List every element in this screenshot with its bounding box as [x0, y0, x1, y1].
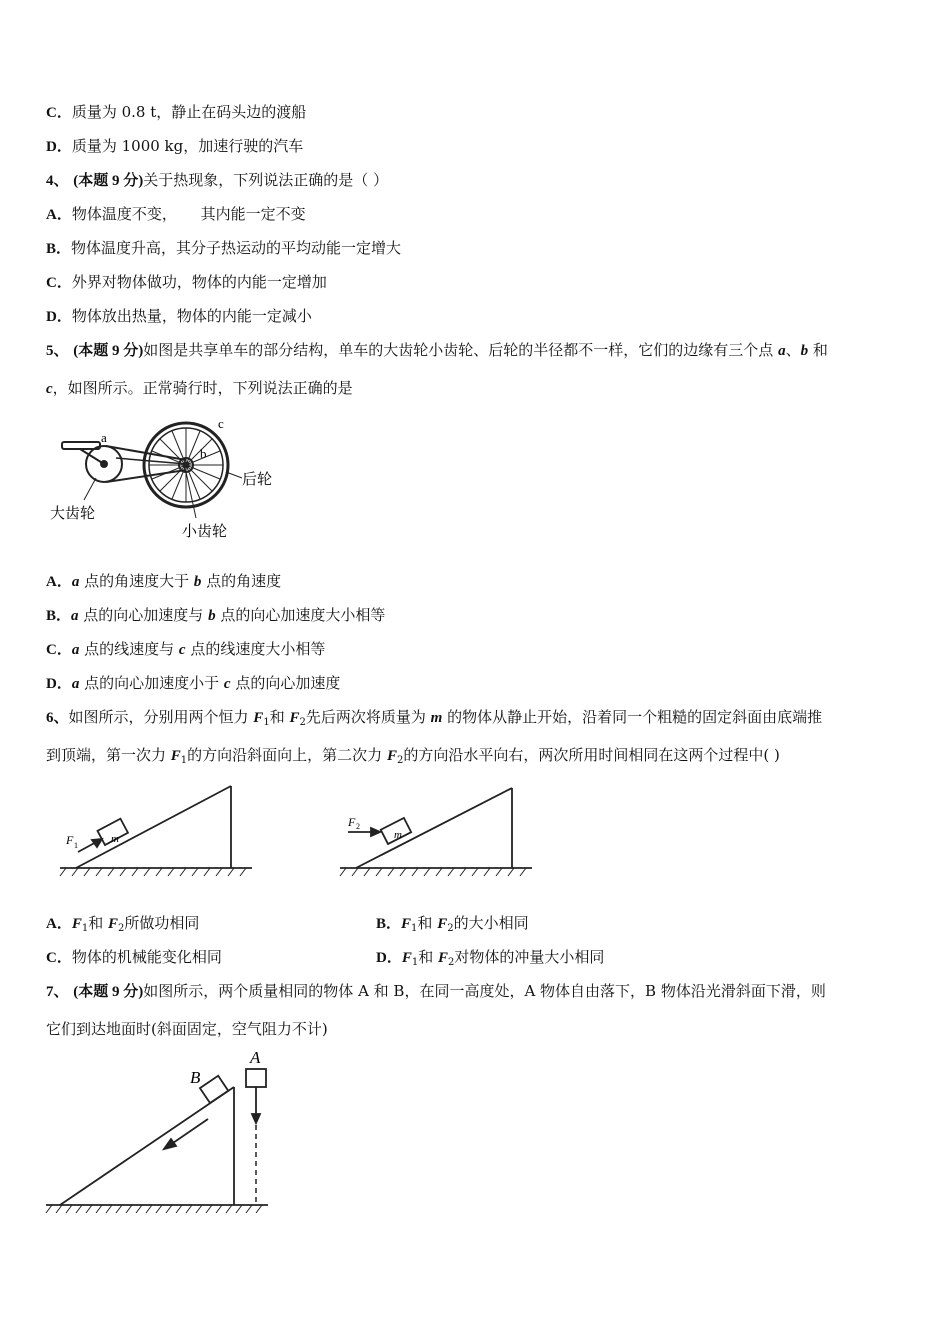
f1-subscript: 1 [411, 957, 419, 968]
force-f2: F [386, 748, 397, 764]
label-big-gear: 大齿轮 [50, 506, 96, 522]
option-text: 点的向心加速度 [230, 674, 341, 692]
option-label: D． [46, 676, 72, 692]
leader-big-gear [84, 478, 96, 500]
option-text: 点的线速度大小相等 [185, 640, 326, 658]
f1-subscript: 1 [81, 923, 89, 934]
and-text: 和 [88, 914, 109, 932]
f2-subscript: 2 [299, 717, 306, 728]
incline-surface [356, 788, 512, 868]
question-number: 6、 [46, 710, 69, 726]
option-text: 点的向心加速度与 [78, 606, 209, 624]
q5-option-a [46, 571, 281, 592]
small-gear-center [184, 463, 189, 468]
q4-option-b [46, 238, 401, 259]
question-text: 的方向沿斜面向上，第二次力 [187, 746, 387, 764]
force-label-f1: F [66, 833, 74, 847]
var-b: b [800, 343, 809, 359]
force-arrowhead-f2 [371, 828, 380, 836]
force-label-f2: F [348, 815, 356, 829]
question-text: 如图是共享单车的部分结构，单车的大齿轮小齿轮、后轮的半径都不一样，它们的边缘有三个点 [143, 341, 779, 359]
and-text: 和 [417, 914, 438, 932]
incline-surface [60, 1087, 234, 1205]
label-b: b [200, 446, 207, 461]
q5-option-d [46, 673, 340, 694]
var-a: a [778, 343, 786, 359]
var-c: c [46, 381, 53, 397]
force-label-f1-sub: 1 [74, 841, 78, 850]
block-label: m [394, 829, 402, 841]
q5-option-c [46, 639, 325, 660]
f2-subscript: 2 [396, 755, 404, 766]
force-f1: F [401, 916, 412, 932]
force-f1: F [401, 950, 412, 966]
option-text: 对物体的冲量大小相同 [454, 948, 605, 966]
q6-option-a [46, 913, 199, 939]
force-f2: F [437, 916, 448, 932]
option-label: D． [46, 309, 72, 325]
q4-option-d [46, 306, 312, 327]
option-text: 点的向心加速度大小相等 [215, 606, 386, 624]
option-text: 的大小相同 [453, 914, 529, 932]
q4-stem [46, 170, 388, 191]
question-text: 如图所示，分别用两个恒力 [68, 708, 254, 726]
f2-subscript: 2 [118, 923, 125, 934]
incline-figure-f2 [336, 784, 536, 880]
q6-stem-line1 [46, 707, 822, 733]
var: a [71, 608, 79, 624]
force-f2: F [289, 710, 300, 726]
var: b [208, 608, 216, 624]
option-label: A． [46, 207, 72, 223]
q5-stem-line1 [46, 340, 828, 361]
label-small-gear: 小齿轮 [182, 524, 228, 540]
and-text: 和 [269, 708, 290, 726]
label-rear-wheel: 后轮 [242, 472, 273, 488]
option-text: 点的向心加速度小于 [79, 674, 224, 692]
option-label: B． [46, 608, 72, 624]
option-text: 点的线速度与 [79, 640, 179, 658]
q7-stem-line1 [46, 981, 826, 1002]
slide-arrow-b [170, 1119, 208, 1145]
question-points: (本题 9 分) [73, 984, 144, 1000]
option-label: C． [46, 275, 72, 291]
option-text: 点的角速度大于 [79, 572, 194, 590]
question-text: 先后两次将质量为 [305, 708, 431, 726]
q6-option-c [46, 947, 222, 968]
question-text-end: 和 [808, 341, 828, 359]
leader-rear-wheel [226, 472, 242, 478]
question-text: 它们到达地面时(斜面固定，空气阻力不计) [46, 1020, 328, 1038]
q6-option-b [376, 913, 529, 939]
option-text: 物体的机械能变化相同 [71, 948, 222, 966]
question-number: 4、 [46, 173, 69, 189]
f1-subscript: 1 [263, 717, 270, 728]
ground-hatch [46, 1205, 262, 1213]
q6-stem-line2 [46, 745, 780, 771]
option-text: 外界对物体做功，物体的内能一定增加 [71, 273, 327, 291]
mass-m: m [430, 710, 443, 726]
label-c: c [218, 416, 224, 431]
bicycle-figure [46, 412, 286, 557]
big-gear-center [101, 461, 107, 467]
option-label: D． [376, 950, 402, 966]
q3-option-d [46, 136, 303, 157]
question-text: 如图所示，两个质量相同的物体 A 和 B，在同一高度处，A 物体自由落下，B 物体沿光滑斜面下滑，则 [143, 982, 826, 1000]
question-text: 的方向沿水平向右，两次所用时间相同在这两个过程中( ) [403, 746, 780, 764]
question-text: 到顶端，第一次力 [46, 746, 171, 764]
force-f2: F [438, 950, 449, 966]
fall-arrowhead-a [252, 1114, 260, 1123]
f1-subscript: 1 [180, 755, 188, 766]
q5-stem-line2 [46, 378, 353, 399]
question-text: 关于热现象，下列说法正确的是（ ） [143, 171, 389, 189]
force-f2: F [108, 916, 119, 932]
block-b [200, 1076, 228, 1103]
ground-hatch [60, 868, 246, 876]
block-a [246, 1069, 266, 1087]
incline-surface [76, 786, 231, 868]
incline-figure-f1 [56, 782, 256, 880]
q4-option-c [46, 272, 327, 293]
separator: 、 [785, 341, 801, 359]
ground-hatch [340, 868, 526, 876]
q4-option-a [46, 204, 306, 225]
q7-stem-line2 [46, 1019, 328, 1039]
label-a: A [250, 1048, 261, 1067]
option-label: D． [46, 139, 72, 155]
var: b [193, 574, 202, 590]
q5-option-b [46, 605, 385, 626]
and-text: 和 [418, 948, 439, 966]
option-text: 物体温度升高，其分子热运动的平均动能一定增大 [71, 239, 402, 257]
var: c [178, 642, 186, 658]
force-label-f2-sub: 2 [356, 822, 360, 831]
question-text: 的物体从静止开始，沿着同一个粗糙的固定斜面由底端推 [442, 708, 823, 726]
leader-small-gear [186, 472, 196, 518]
option-label: C． [46, 105, 72, 121]
question-points: (本题 9 分) [73, 173, 144, 189]
var: a [71, 676, 80, 692]
option-label: A． [46, 574, 72, 590]
option-label: C． [46, 642, 72, 658]
f1-subscript: 1 [411, 923, 418, 934]
option-text: 质量为 1000 kg，加速行驶的汽车 [71, 137, 304, 155]
option-text: 所做功相同 [124, 914, 200, 932]
f2-subscript: 2 [448, 957, 455, 968]
slide-arrowhead-b [164, 1139, 176, 1149]
free-fall-incline-figure [44, 1045, 274, 1220]
force-arrowhead-f1 [92, 839, 102, 847]
label-a: a [101, 430, 107, 445]
var: a [71, 574, 80, 590]
option-label: A． [46, 916, 72, 932]
force-f1: F [253, 710, 264, 726]
option-label: B． [376, 916, 402, 932]
q6-option-d [376, 947, 604, 973]
var: c [223, 676, 231, 692]
option-text: 物体放出热量，物体的内能一定减小 [71, 307, 312, 325]
option-label: C． [46, 950, 72, 966]
label-b: B [190, 1068, 201, 1087]
block-label: m [111, 833, 119, 845]
force-f1: F [170, 748, 181, 764]
force-f1: F [71, 916, 82, 932]
option-label: B． [46, 241, 72, 257]
question-points: (本题 9 分) [73, 343, 144, 359]
question-text: ，如图所示。正常骑行时，下列说法正确的是 [52, 379, 353, 397]
option-text: 物体温度不变， 其内能一定不变 [71, 205, 306, 223]
f2-subscript: 2 [447, 923, 454, 934]
question-number: 7、 [46, 984, 69, 1000]
q3-option-c [46, 102, 306, 123]
var: a [71, 642, 80, 658]
option-text: 点的角速度 [201, 572, 282, 590]
question-number: 5、 [46, 343, 69, 359]
option-text: 质量为 0.8 t，静止在码头边的渡船 [71, 103, 307, 121]
